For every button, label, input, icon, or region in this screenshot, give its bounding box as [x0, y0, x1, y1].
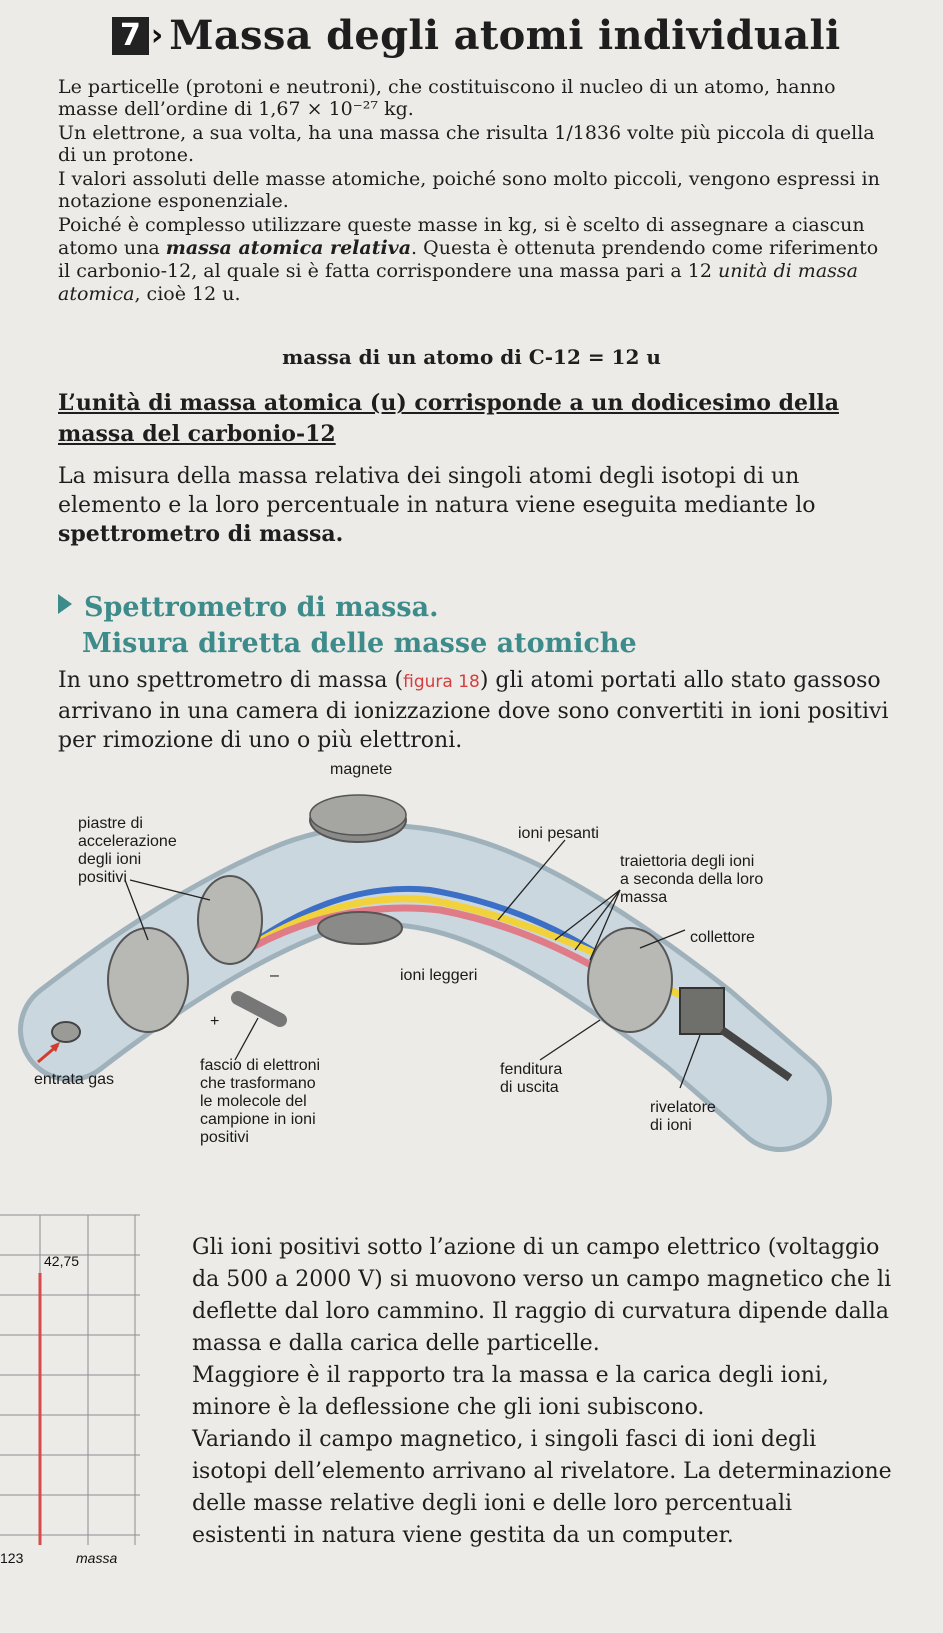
- label-plates-4: positivi: [78, 869, 127, 886]
- acceleration-plate-2: [108, 928, 188, 1032]
- paragraph-electric-field: Gli ioni positivi sotto l’azione di un campo elettrico (voltaggio da 500 a 2000 V) si muovono verso un campo magnetico che li deflette dal loro cammino. Il raggio di curvatura dipende dalla massa e dalla carica delle particelle.: [192, 1235, 892, 1356]
- label-gas-inlet: entrata gas: [34, 1071, 115, 1088]
- chevron-right-icon: ›: [150, 18, 164, 53]
- triangle-right-icon: [58, 594, 72, 614]
- label-plus: +: [210, 1013, 220, 1030]
- label-electron-beam-3: le molecole del: [200, 1093, 307, 1110]
- paragraph-deflection: Maggiore è il rapporto tra la massa e la carica degli ioni, minore è la deflessione che gli ioni subiscono.: [192, 1363, 829, 1420]
- paragraph-ionization: In uno spettrometro di massa (figura 18) gli atomi portati allo stato gassoso arrivano in una camera di ionizzazione dove sono convertiti in ioni positivi per rimozione di uno o più elettroni.: [58, 668, 889, 753]
- label-electron-beam-5: positivi: [200, 1129, 249, 1146]
- x-axis-start-label: 123: [0, 1550, 24, 1566]
- detector-box: [680, 988, 724, 1034]
- formula-carbon12: massa di un atomo di C-12 = 12 u: [282, 345, 661, 369]
- label-plates-1: piastre di: [78, 815, 143, 832]
- label-electron-beam-4: campione in ioni: [200, 1111, 316, 1128]
- label-collector: collettore: [690, 929, 755, 946]
- label-detector-2: di ioni: [650, 1117, 692, 1134]
- electron-gun: [238, 998, 280, 1020]
- label-magnet: magnete: [330, 761, 393, 778]
- x-axis-label: massa: [76, 1550, 118, 1566]
- label-exit-slit-2: di uscita: [500, 1079, 559, 1096]
- paragraph-mass-spectrometer: La misura della massa relativa dei singoli atomi degli isotopi di un elemento e la loro percentuale in natura viene eseguita mediante lo spettrometro di massa.: [58, 464, 816, 547]
- mass-spectrometer-diagram: [0, 761, 900, 1200]
- magnet-top-face: [310, 795, 406, 835]
- section-number: 7: [112, 17, 149, 55]
- label-trajectory-2: a seconda della loro: [620, 871, 764, 888]
- label-electron-beam-1: fascio di elettroni: [200, 1057, 321, 1074]
- gas-inlet: [52, 1022, 80, 1042]
- peak-value-label: 42,75: [44, 1253, 80, 1269]
- label-heavy-ions: ioni pesanti: [518, 825, 599, 842]
- paragraph-detection: Variando il campo magnetico, i singoli fasci di ioni degli isotopi dell’elemento arrivano al rivelatore. La determinazione delle masse relative degli ioni e delle loro percentuali esistenti in natura viene gestita da un computer.: [192, 1427, 892, 1548]
- page-title: Massa degli atomi individuali: [169, 12, 841, 59]
- label-plates-2: accelerazione: [78, 833, 177, 850]
- grid-lines: [0, 1215, 140, 1575]
- definition-atomic-mass-unit: L’unità di massa atomica (u) corrisponde a un dodicesimo della massa del carbonio-12: [58, 390, 839, 447]
- figure-reference-link[interactable]: figura 18: [403, 672, 480, 692]
- label-minus: –: [270, 967, 279, 984]
- label-plates-3: degli ioni: [78, 851, 142, 868]
- mass-grid-chart: [0, 1215, 140, 1575]
- magnet-bottom: [318, 912, 402, 944]
- section-heading: [112, 12, 841, 59]
- paragraph-exponential: I valori assoluti delle masse atomiche, poiché sono molto piccoli, vengono espressi in notazione esponenziale.: [58, 168, 880, 212]
- label-trajectory-3: massa: [620, 889, 668, 906]
- section-subheading: Spettrometro di massa. Misura diretta delle masse atomiche: [58, 590, 637, 662]
- label-exit-slit-1: fenditura: [500, 1061, 563, 1078]
- paragraph-relative-mass: Poiché è complesso utilizzare queste masse in kg, si è scelto di assegnare a ciascun atomo una massa atomica relativa. Questa è ottenuta prendendo come riferimento il carbonio-12, al quale si è fatta corrispondere una massa pari a 12 unità di massa atomica, cioè 12 u.: [58, 214, 879, 305]
- paragraph-nucleon-mass: Le particelle (protoni e neutroni), che costituiscono il nucleo di un atomo, hanno masse dell’ordine di 1,67 × 10⁻²⁷ kg.: [58, 76, 836, 120]
- collector-disc: [588, 928, 672, 1032]
- acceleration-plate-1: [198, 876, 262, 964]
- paragraph-electron-mass: Un elettrone, a sua volta, ha una massa che risulta 1/1836 volte più piccola di quella di un protone.: [58, 122, 875, 166]
- label-trajectory-1: traiettoria degli ioni: [620, 853, 755, 870]
- label-detector-1: rivelatore: [650, 1099, 716, 1116]
- label-light-ions: ioni leggeri: [400, 967, 478, 984]
- label-electron-beam-2: che trasformano: [200, 1075, 316, 1092]
